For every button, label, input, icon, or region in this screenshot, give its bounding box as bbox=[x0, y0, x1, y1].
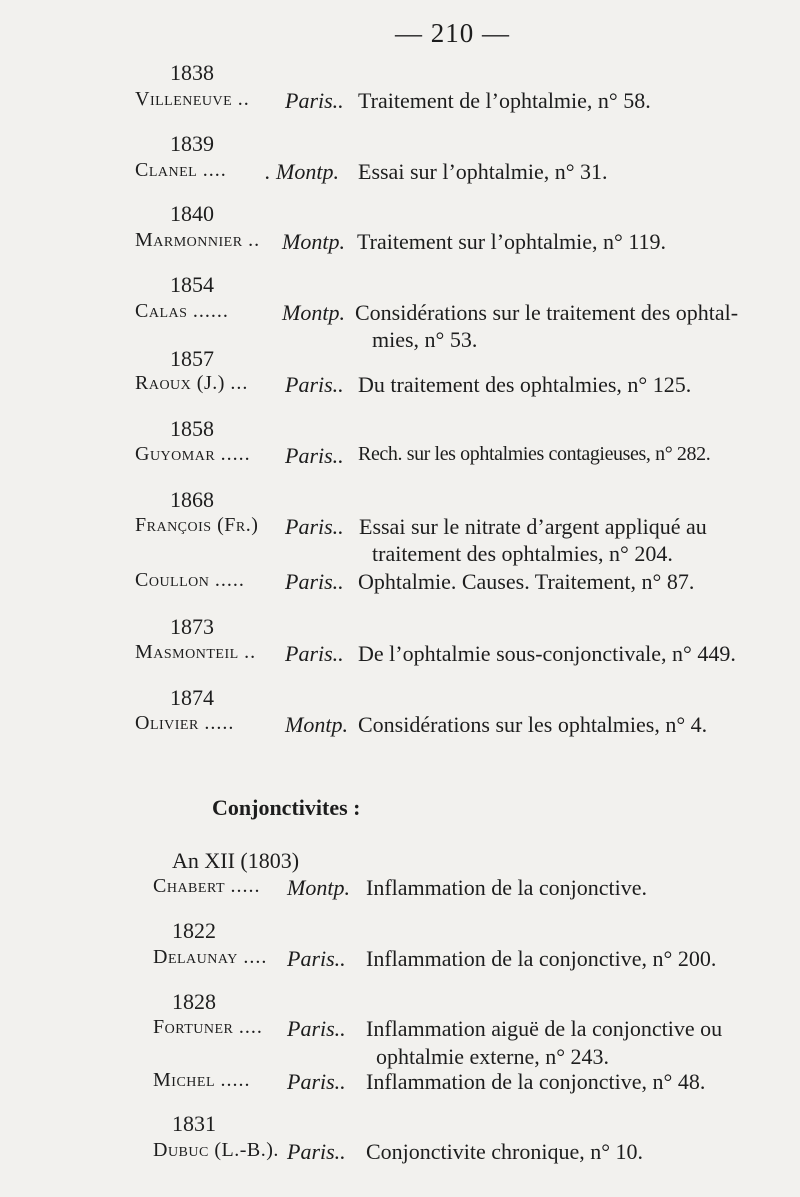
entry-city: Paris.. bbox=[287, 1139, 346, 1164]
entry-city: Paris.. bbox=[287, 1016, 346, 1041]
bibliography-entry bbox=[135, 569, 775, 599]
bibliography-entry bbox=[135, 159, 775, 189]
entry-city: Paris.. bbox=[285, 443, 344, 468]
entry-city: . Montp. bbox=[265, 159, 339, 184]
entry-city: Paris.. bbox=[285, 88, 344, 113]
entry-city: Montp. bbox=[282, 300, 345, 325]
entry-title: Considérations sur le traitement des ophtal- bbox=[355, 300, 739, 325]
entry-city: Paris.. bbox=[285, 569, 344, 594]
entry-year: 1873 bbox=[170, 614, 214, 639]
entry-author: Marmonnier .. bbox=[135, 229, 261, 251]
entry-author: Masmonteil .. bbox=[135, 641, 257, 663]
bibliography-entry bbox=[135, 229, 775, 259]
entry-year: 1839 bbox=[170, 131, 214, 156]
entry-author: Guyomar ..... bbox=[135, 443, 251, 465]
entry-year: 1858 bbox=[170, 416, 214, 441]
bibliography-entry bbox=[135, 372, 775, 402]
entry-title: Inflammation de la conjonctive, n° 48. bbox=[366, 1069, 706, 1094]
entry-title: Rech. sur les ophtalmies contagieuses, n° 282. bbox=[358, 443, 711, 465]
entry-year: 1854 bbox=[170, 272, 214, 297]
entry-title-continuation: mies, n° 53. bbox=[372, 327, 478, 352]
entry-author: Michel ..... bbox=[153, 1069, 251, 1091]
entry-title-continuation: traitement des ophtalmies, n° 204. bbox=[372, 541, 673, 566]
entry-title: Essai sur le nitrate d’argent appliqué au bbox=[359, 514, 707, 539]
entry-city: Montp. bbox=[285, 712, 348, 737]
entry-author: Calas ...... bbox=[135, 300, 229, 322]
entry-author: François (Fr.) bbox=[135, 514, 259, 536]
entry-year: 1857 bbox=[170, 346, 214, 371]
bibliography-entry bbox=[135, 443, 775, 473]
entry-city: Montp. bbox=[287, 875, 350, 900]
entry-author: Clanel .... bbox=[135, 159, 227, 181]
entry-title: Inflammation de la conjonctive. bbox=[366, 875, 648, 900]
entry-city: Paris.. bbox=[285, 514, 344, 539]
bibliography-entry bbox=[153, 1016, 793, 1046]
bibliography-entry bbox=[135, 712, 775, 742]
entry-author: Olivier ..... bbox=[135, 712, 235, 734]
entry-year: 1831 bbox=[172, 1111, 216, 1136]
entry-title: Du traitement des ophtalmies, n° 125. bbox=[358, 372, 692, 397]
entry-year: 1874 bbox=[170, 685, 214, 710]
entry-author: Raoux (J.) ... bbox=[135, 372, 249, 394]
entry-city: Paris.. bbox=[287, 946, 346, 971]
entry-author: Coullon ..... bbox=[135, 569, 245, 591]
bibliography-entry bbox=[135, 514, 775, 544]
entry-title: Ophtalmie. Causes. Traitement, n° 87. bbox=[358, 569, 695, 594]
entry-year: 1838 bbox=[170, 60, 214, 85]
entry-year: 1840 bbox=[170, 201, 214, 226]
entry-title: Inflammation aiguë de la conjonctive ou bbox=[366, 1016, 723, 1041]
entry-year: 1828 bbox=[172, 989, 216, 1014]
entry-city: Paris.. bbox=[287, 1069, 346, 1094]
bibliography-entry bbox=[153, 1069, 793, 1099]
entry-year: An XII (1803) bbox=[172, 848, 300, 873]
bibliography-entry bbox=[153, 875, 793, 905]
bibliography-entry bbox=[135, 641, 775, 671]
bibliography-entry bbox=[153, 1139, 793, 1169]
entry-title: Inflammation de la conjonctive, n° 200. bbox=[366, 946, 717, 971]
bibliography-entry bbox=[153, 946, 793, 976]
entry-author: Fortuner .... bbox=[153, 1016, 263, 1038]
entry-title: Essai sur l’ophtalmie, n° 31. bbox=[358, 159, 608, 184]
entry-title: Traitement de l’ophtalmie, n° 58. bbox=[358, 88, 651, 113]
entry-title: De l’ophtalmie sous-conjonctivale, n° 449. bbox=[358, 641, 736, 666]
entry-city: Montp. bbox=[282, 229, 345, 254]
entry-title: Conjonctivite chronique, n° 10. bbox=[366, 1139, 644, 1164]
entry-city: Paris.. bbox=[285, 641, 344, 666]
entry-author: Dubuc (L.-B.). bbox=[153, 1139, 280, 1161]
section-heading: Conjonctivites : bbox=[212, 795, 361, 820]
entry-year: 1822 bbox=[172, 918, 216, 943]
entry-title-continuation: ophtalmie externe, n° 243. bbox=[376, 1044, 610, 1069]
entry-city: Paris.. bbox=[285, 372, 344, 397]
entry-year: 1868 bbox=[170, 487, 214, 512]
page-number: — 210 — bbox=[395, 18, 510, 48]
entry-author: Villeneuve .. bbox=[135, 88, 250, 110]
entry-author: Chabert ..... bbox=[153, 875, 261, 897]
entry-title: Considérations sur les ophtalmies, n° 4. bbox=[358, 712, 708, 737]
entry-title: Traitement sur l’ophtalmie, n° 119. bbox=[357, 229, 667, 254]
bibliography-entry bbox=[135, 88, 775, 118]
entry-author: Delaunay .... bbox=[153, 946, 268, 968]
bibliography-entry bbox=[135, 300, 775, 330]
